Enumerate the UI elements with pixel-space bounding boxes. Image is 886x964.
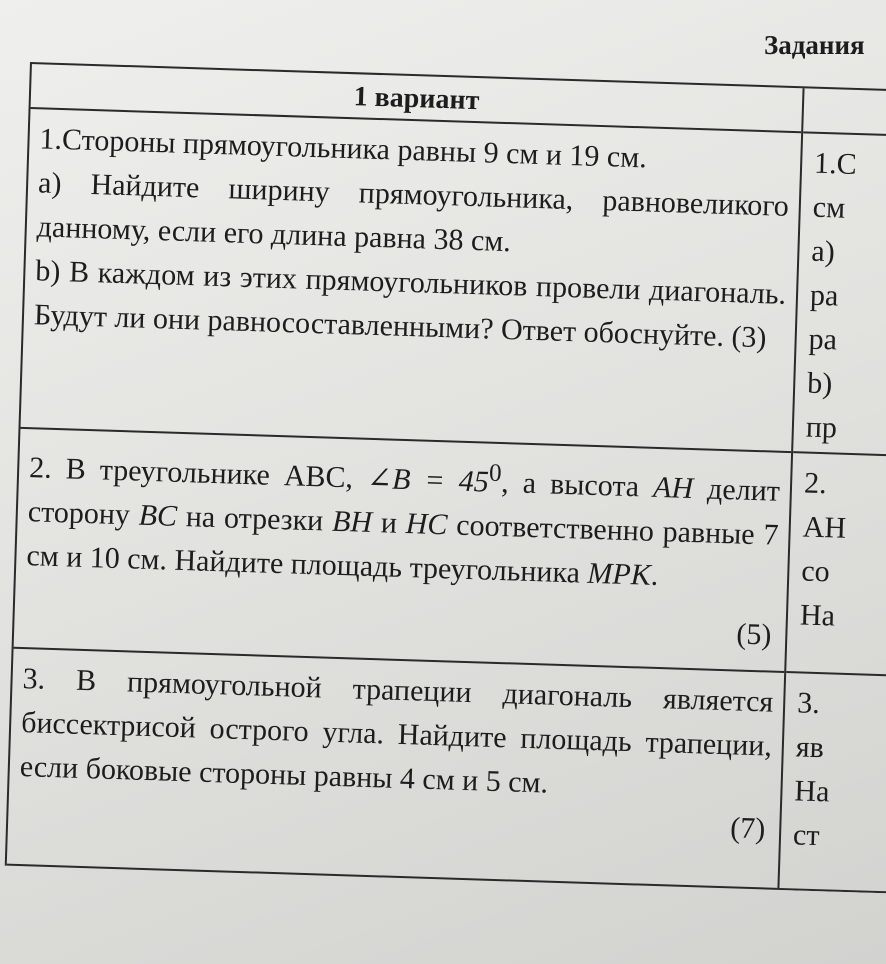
v2-fragment: ра xyxy=(809,278,839,313)
task2-degree: 0 xyxy=(488,459,503,488)
task2-text-divides: делит сторону xyxy=(27,472,781,532)
v2-fragment: На xyxy=(799,598,836,633)
v2-fragment: АН xyxy=(802,510,847,545)
task2-cell xyxy=(14,429,792,673)
v2-fragment: а) xyxy=(810,234,836,269)
v2-fragment: со xyxy=(800,554,831,589)
variant2-header-row xyxy=(803,88,886,137)
task2-text-height: , а высота xyxy=(500,466,640,504)
task3-cell xyxy=(7,649,784,890)
task1-line1: 1.Стороны прямоугольника равны 9 см и 19 см. xyxy=(39,122,648,175)
v2-fragment: ра xyxy=(808,322,838,357)
task3-text: 3. В прямоугольной трапеции диагональ является биссектрисой острого угла. Найдите площадь трапеции, если боковые стороны равны 4 см и 5 см. xyxy=(19,662,774,800)
task1-part-b: b) В каждом из этих прямоугольников провели диагональ. Будут ли они равносоставленными? Ответ обоснуйте. xyxy=(33,254,787,353)
task2-text-start: 2. В треугольнике АВС, xyxy=(28,451,354,495)
v2-fragment: пр xyxy=(805,410,838,445)
variant2-task2-cell xyxy=(786,453,886,677)
task2-text-question: соответственно равные 7 см и 10 см. Найдите площадь треугольника xyxy=(25,508,780,590)
task2-text-and: и xyxy=(371,505,407,541)
task2-bc: BC xyxy=(138,498,178,533)
task2-mpk: MPK xyxy=(586,556,652,592)
task2-angle: ∠B = 45 xyxy=(366,461,490,499)
task2-text-end: . xyxy=(650,558,659,592)
page-heading: Задания xyxy=(764,30,865,60)
variant2-task1-cell xyxy=(793,133,886,457)
v2-fragment: 2. xyxy=(803,466,828,501)
task3-score: (7) xyxy=(729,811,766,846)
v2-fragment: b) xyxy=(806,366,833,401)
task2-ah: AH xyxy=(652,470,694,506)
v2-fragment: 1.С xyxy=(813,146,858,182)
variant2-task3-fragments xyxy=(780,681,886,861)
v2-fragment: яв xyxy=(795,730,825,765)
task1-cell xyxy=(20,109,801,453)
v2-fragment: На xyxy=(793,774,830,809)
task2-text xyxy=(26,437,781,602)
task1-score: (3) xyxy=(730,320,767,355)
task1-part-a: а) Найдите ширину прямоугольника, равновеликого данному, если его длина равна 38 см. xyxy=(36,166,790,259)
task1-text xyxy=(33,117,791,360)
tasks-table xyxy=(5,62,886,894)
v2-fragment: 3. xyxy=(796,686,821,721)
task2-text-segments: на отрезки xyxy=(176,499,333,538)
task2-score: (5) xyxy=(735,617,772,652)
variant2-task2-fragments xyxy=(787,461,886,641)
variant1-column xyxy=(5,64,805,890)
variant2-task1-fragments xyxy=(793,141,886,453)
variant2-task3-cell xyxy=(779,673,886,894)
v2-fragment: см xyxy=(812,190,846,225)
v2-fragment: ст xyxy=(792,818,821,853)
task2-bh: BH xyxy=(331,504,373,539)
variant1-header: 1 вариант xyxy=(353,81,480,117)
task2-hc: HC xyxy=(405,507,448,542)
